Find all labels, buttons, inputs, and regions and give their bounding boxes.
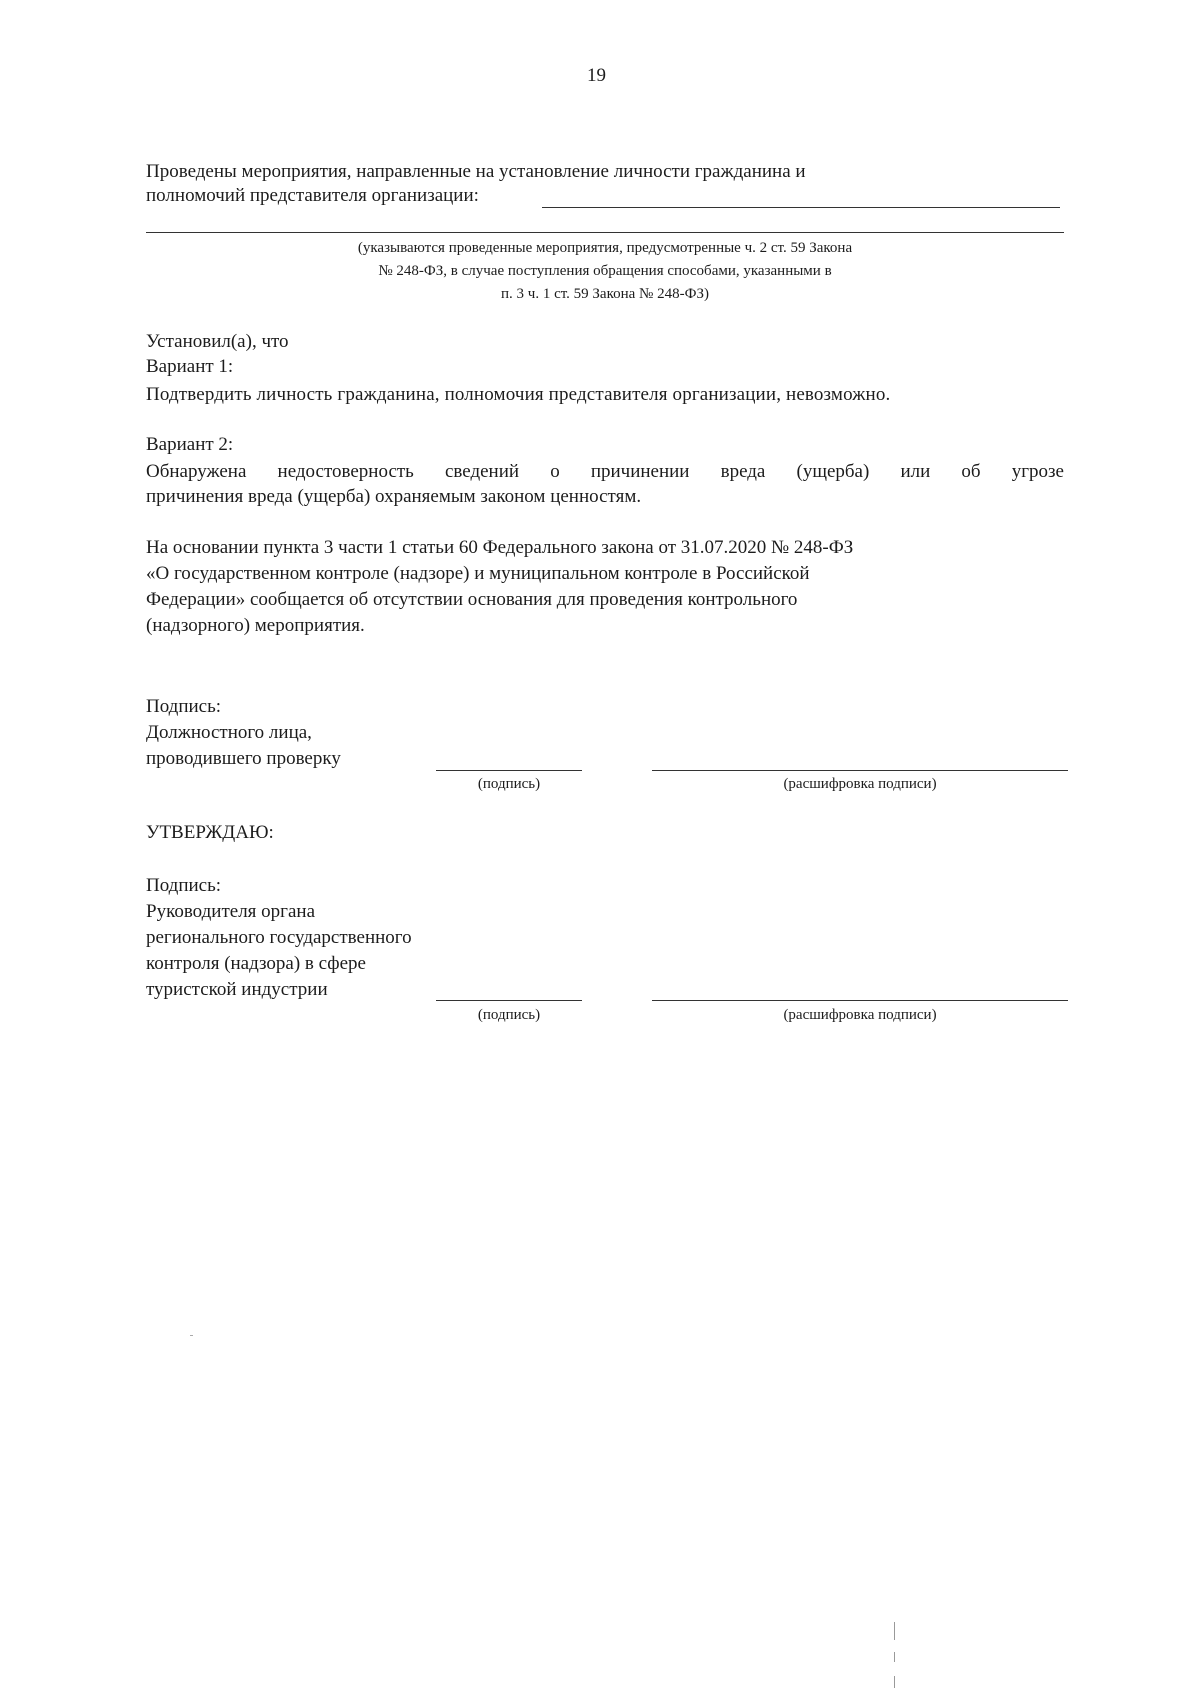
head-sign-line (436, 1000, 582, 1001)
variant-2-word: об (961, 461, 981, 482)
basis-line-3: Федерации» сообщается об отсутствии основания для проведения контрольного (146, 589, 798, 610)
measures-fill-line-2 (146, 232, 1064, 233)
official-signature-label-3: проводившего проверку (146, 748, 341, 769)
variant-2-word: сведений (444, 461, 520, 482)
head-signature-label-2: Руководителя органа (146, 901, 315, 922)
official-signature-label-2: Должностного лица, (146, 722, 312, 743)
basis-line-1: На основании пункта 3 части 1 статьи 60 Федерального закона от 31.07.2020 № 248-ФЗ (146, 537, 854, 558)
official-sign-caption: (подпись) (477, 776, 541, 792)
measures-line-2: полномочий представителя организации: (146, 185, 479, 206)
head-signature-label-1: Подпись: (146, 875, 222, 896)
basis-line-4: (надзорного) мероприятия. (146, 615, 365, 636)
measures-note-line-1: (указываются проведенные мероприятия, предусмотренные ч. 2 ст. 59 Закона (357, 240, 853, 256)
head-decode-caption: (расшифровка подписи) (783, 1007, 937, 1023)
variant-2-word: о (550, 461, 560, 482)
head-signature-label-3: регионального государственного (146, 927, 412, 948)
scan-mark (894, 1622, 895, 1640)
measures-fill-line-1 (542, 207, 1060, 208)
variant-2-word: причинении (590, 461, 690, 482)
head-sign-caption: (подпись) (477, 1007, 541, 1023)
variant-2-line-2: причинения вреда (ущерба) охраняемым законом ценностям. (146, 486, 642, 507)
basis-line-2: «О государственном контроле (надзоре) и муниципальном контроле в Российской (146, 563, 810, 584)
approve-title: УТВЕРЖДАЮ: (146, 822, 274, 843)
variant-1-label: Вариант 1: (146, 356, 234, 377)
variant-2-label: Вариант 2: (146, 434, 234, 455)
variant-2-word: недостоверность (277, 461, 414, 482)
scan-dot (190, 1335, 193, 1336)
measures-note-line-2: № 248-ФЗ, в случае поступления обращения способами, указанными в (378, 263, 832, 279)
scan-mark (894, 1652, 895, 1662)
measures-line-1-text: Проведены мероприятия, направленные на установление личности гражданина и (146, 161, 806, 182)
official-decode-line (652, 770, 1068, 771)
established-intro: Установил(а), что (146, 331, 289, 352)
variant-2-word: Обнаружена (146, 461, 247, 482)
head-signature-label-4: контроля (надзора) в сфере (146, 953, 366, 974)
measures-note-line-3: п. 3 ч. 1 ст. 59 Закона № 248-ФЗ) (501, 286, 709, 302)
official-decode-caption: (расшифровка подписи) (783, 776, 937, 792)
head-signature-label-5: туристской индустрии (146, 979, 328, 1000)
scan-mark (894, 1676, 895, 1688)
variant-2-word: (ущерба) (796, 461, 870, 482)
official-signature-label-1: Подпись: (146, 696, 222, 717)
variant-2-word: или (900, 461, 931, 482)
head-decode-line (652, 1000, 1068, 1001)
variant-2-word: вреда (720, 461, 766, 482)
variant-1-text: Подтвердить личность гражданина, полномочия представителя организации, невозможно. (146, 384, 891, 405)
measures-line-1 (146, 160, 938, 184)
official-sign-line (436, 770, 582, 771)
variant-2-word: угрозе (1011, 461, 1064, 482)
variant-2-line-1 (146, 460, 1064, 484)
page-number: 19 (587, 65, 606, 86)
